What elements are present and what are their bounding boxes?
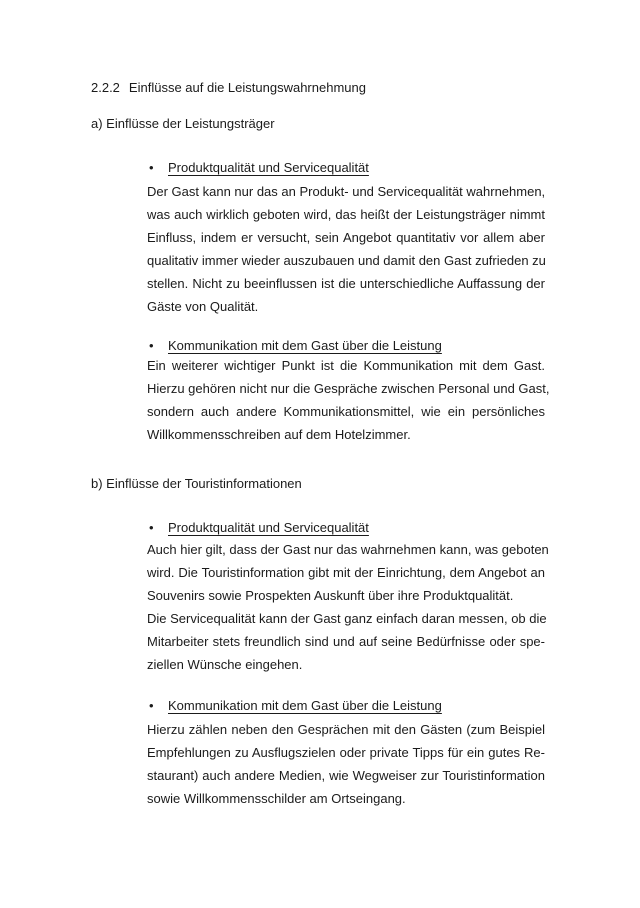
bullet-item xyxy=(147,156,545,179)
section-label-a: a) Einflüsse der Leistungsträger xyxy=(91,116,275,131)
bullet-item xyxy=(147,516,545,539)
paragraph-block xyxy=(147,354,550,446)
paragraph-block xyxy=(147,718,545,810)
paragraph-line: Willkommensschreiben auf dem Hotelzimmer. xyxy=(147,427,411,442)
bullet-icon: • xyxy=(149,160,154,175)
paragraph-line: staurant) auch andere Medien, wie Wegweiser zur Touristinformation xyxy=(147,768,545,783)
paragraph-line: wird. Die Touristinformation gibt mit der Einrichtung, dem Angebot an xyxy=(147,565,545,580)
bullet-item-title: Kommunikation mit dem Gast über die Leistung xyxy=(168,338,442,353)
paragraph-line: was auch wirklich geboten wird, das heißt der Leistungsträger nimmt xyxy=(147,207,545,222)
paragraph-line: Hierzu zählen neben den Gesprächen mit den Gästen (zum Beispiel xyxy=(147,722,545,737)
paragraph-line: Einfluss, indem er versucht, sein Angebot quantitativ vor allem aber xyxy=(147,230,545,245)
paragraph-line: Mitarbeiter stets freundlich sind und auf seine Bedürfnisse oder spe- xyxy=(147,634,545,649)
paragraph-line: Die Servicequalität kann der Gast ganz einfach daran messen, ob die xyxy=(147,611,547,626)
paragraph-line: Auch hier gilt, dass der Gast nur das wahrnehmen kann, was geboten xyxy=(147,542,549,557)
paragraph-line: ziellen Wünsche eingehen. xyxy=(147,657,303,672)
paragraph-line: qualitativ immer wieder auszubauen und damit den Gast zufrieden zu xyxy=(147,253,546,268)
bullet-item xyxy=(147,694,545,717)
paragraph-line: stellen. Nicht zu beeinflussen ist die unterschiedliche Auffassung der xyxy=(147,276,545,291)
bullet-icon: • xyxy=(149,698,154,713)
paragraph-line: sondern auch andere Kommunikationsmittel, wie ein persönliches xyxy=(147,404,545,419)
section-label-b: b) Einflüsse der Touristinformationen xyxy=(91,476,302,491)
bullet-icon: • xyxy=(149,338,154,353)
bullet-item-title: Kommunikation mit dem Gast über die Leistung xyxy=(168,698,442,713)
section-heading xyxy=(91,76,366,99)
bullet-item-title: Produktqualität und Servicequalität xyxy=(168,520,369,535)
heading-title: Einflüsse auf die Leistungswahrnehmung xyxy=(128,80,366,95)
paragraph-block xyxy=(147,180,545,318)
paragraph-line: Der Gast kann nur das an Produkt- und Servicequalität wahrnehmen, xyxy=(147,184,546,199)
heading-number: 2.2.2 xyxy=(91,80,120,95)
paragraph-line: Souvenirs sowie Prospekten Auskunft über ihre Produktqualität. xyxy=(147,588,514,603)
paragraph-line: Ein weiterer wichtiger Punkt ist die Kommunikation mit dem Gast. xyxy=(147,358,545,373)
paragraph-line: sowie Willkommensschilder am Ortseingang. xyxy=(147,791,406,806)
paragraph-line: Hierzu gehören nicht nur die Gespräche zwischen Personal und Gast, xyxy=(147,381,550,396)
bullet-icon: • xyxy=(149,520,154,535)
paragraph-line: Empfehlungen zu Ausflugszielen oder private Tipps für ein gutes Re- xyxy=(147,745,545,760)
paragraph-line: Gäste von Qualität. xyxy=(147,299,259,314)
paragraph-block xyxy=(147,538,549,676)
bullet-item-title: Produktqualität und Servicequalität xyxy=(168,160,369,175)
